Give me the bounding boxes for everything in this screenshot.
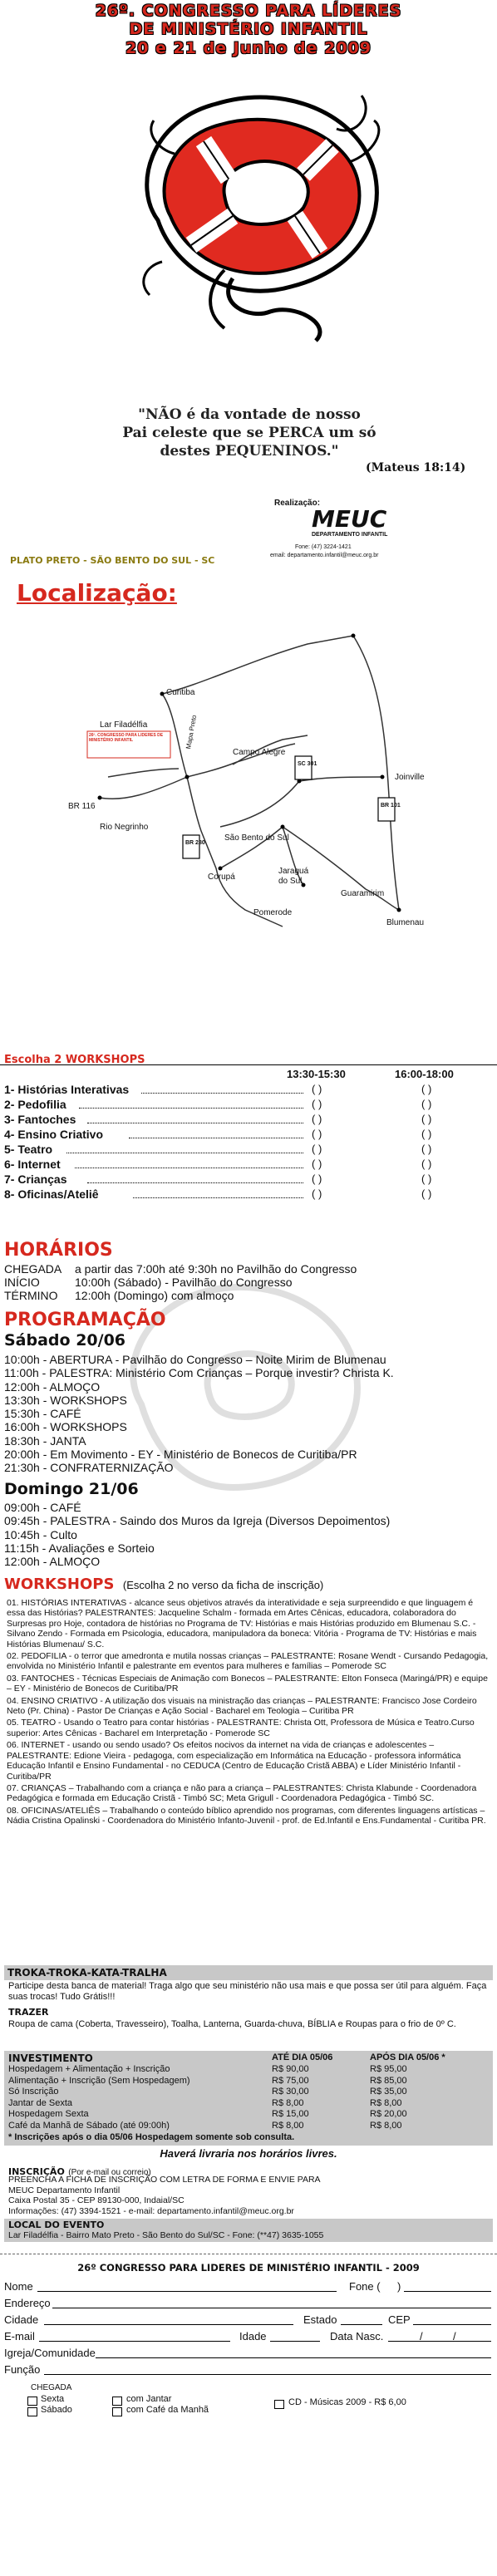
- date-separator: /: [453, 2330, 456, 2342]
- realizacao-phone: Fone: (47) 3224-1421: [295, 544, 352, 550]
- com-cafe-label: com Café da Manhã: [126, 2405, 209, 2415]
- estado-field[interactable]: [341, 2324, 382, 2325]
- slot-1-checkbox[interactable]: ( ): [312, 1128, 322, 1140]
- map-label-blumenau: Blumenau: [386, 918, 425, 927]
- slot-1-checkbox[interactable]: ( ): [312, 1098, 322, 1110]
- divider: [0, 1064, 497, 1065]
- sexta-label: Sexta: [41, 2394, 65, 2404]
- livraria-note: Haverá livraria nos horários livres.: [160, 2147, 337, 2160]
- slot-1-checkbox[interactable]: ( ): [312, 1113, 322, 1125]
- price-row: Jantar de Sexta R$ 8,00 R$ 8,00: [8, 2097, 402, 2108]
- slot-2-checkbox[interactable]: ( ): [421, 1187, 432, 1200]
- horario-row: TÉRMINO 12:00h (Domingo) com almoço: [4, 1289, 234, 1302]
- schedule-item: 13:30h - WORKSHOPS: [4, 1393, 127, 1407]
- estado-label: Estado: [303, 2313, 337, 2326]
- page-title-line2: DE MINISTÉRIO INFANTIL: [129, 20, 368, 38]
- investimento-note: * Inscrições após o dia 05/06 Hospedagem somente sob consulta.: [8, 2132, 295, 2142]
- schedule-item: 20:00h - Em Movimento - EY - Ministério de Bonecos de Curitiba/PR: [4, 1448, 357, 1462]
- fone-label-close: ): [397, 2280, 401, 2293]
- map-label-br116: BR 116: [68, 802, 96, 811]
- slot-1-checkbox[interactable]: ( ): [312, 1158, 322, 1170]
- workshop-choice-row: 3- Fantoches ( ) ( ): [4, 1113, 432, 1126]
- map-label-rio-negrinho: Rio Negrinho: [100, 823, 149, 832]
- map-label-br101: BR 101: [381, 803, 401, 809]
- meuc-logo: MEUC DEPARTAMENTO INFANTIL: [312, 505, 388, 538]
- price-row: Café da Manhã de Sábado (até 09:00h) R$ 8,00 R$ 8,00: [8, 2120, 402, 2131]
- local-box: LOCAL DO EVENTO Lar Filadélfia - Bairro Mato Preto - São Bento do Sul/SC - Fone: (**47) 3635-1055: [4, 2219, 493, 2242]
- funcao-field[interactable]: [44, 2374, 491, 2375]
- workshop-choice-list: [4, 1083, 495, 1202]
- idade-field[interactable]: [270, 2341, 320, 2342]
- cd-label: CD - Músicas 2009 - R$ 6,00: [288, 2397, 406, 2407]
- price-row: Alimentação + Inscrição (Sem Hospedagem) R$ 75,00 R$ 85,00: [8, 2075, 407, 2086]
- workshop-description: 05. TEATRO - Usando o Teatro para contar histórias - PALESTRANTE: Christa Ott, Professora de Música e Teatro.Curso superior: Artes Cênicas - Bacharel em Interpretação - Pomerode SC: [7, 1718, 475, 1738]
- idade-label: Idade: [239, 2330, 267, 2342]
- road-map: [8, 569, 490, 951]
- map-label-corupa: Corupá: [208, 873, 235, 882]
- slot-2-checkbox[interactable]: ( ): [421, 1158, 432, 1170]
- trazer-title: TRAZER: [8, 2007, 49, 2018]
- schedule-item: 18:30h - JANTA: [4, 1433, 86, 1448]
- schedule-item: 10:00h - ABERTURA - Pavilhão do Congresso – Noite Mirim de Blumenau: [4, 1353, 386, 1366]
- horarios-list: [4, 1262, 495, 1302]
- verse-line-2: Pai celeste que se PERCA um só: [122, 425, 376, 441]
- verse-block: [50, 406, 449, 460]
- map-label-joinville: Joinville: [395, 773, 425, 782]
- sabado-label: Sábado: [41, 2405, 72, 2415]
- schedule-item: 16:00h - WORKSHOPS: [4, 1420, 127, 1434]
- igreja-label: Igreja/Comunidade: [4, 2347, 96, 2359]
- trazer-text: Roupa de cama (Coberta, Travesseiro), Toalha, Lanterna, Guarda-chuva, BÍBLIA e Roupas para o frio de 0º C.: [8, 2019, 456, 2029]
- registration-form: [4, 2280, 493, 2571]
- horario-row: CHEGADA a partir das 7:00h até 9:30h no Pavilhão do Congresso: [4, 1262, 357, 1276]
- troka-title-bar: TROKA-TROKA-KATA-TRALHA: [4, 1965, 493, 1980]
- map-label-sao-bento: São Bento do Sul: [224, 833, 289, 843]
- inscricao-heading: INSCRIÇÃO (Por e-mail ou correio): [8, 2166, 151, 2177]
- day2-schedule: [4, 1501, 495, 1568]
- schedule-item: 21:30h - CONFRATERNIZAÇÃO: [4, 1461, 174, 1475]
- verse-reference: (Mateus 18:14): [366, 461, 466, 474]
- verse-line-1: "NÃO é da vontade de nosso: [138, 406, 361, 423]
- schedule-item: 12:00h - ALMOÇO: [4, 1555, 101, 1569]
- form-title: 26º CONGRESSO PARA LIDERES DE MINISTÉRIO INFANTIL - 2009: [77, 2262, 420, 2274]
- cep-label: CEP: [388, 2313, 411, 2326]
- nome-field[interactable]: [37, 2291, 337, 2292]
- schedule-item: 09:00h - CAFÉ: [4, 1501, 81, 1514]
- workshop-description: 06. INTERNET - usando ou sendo usado? Os efeitos nocivos da internet na vida de crianças e adolescentes – PALESTRANTE: Edione Vieira - pedagoga, com especialização em Informática na Educação - professora informática Educação Infantil e Ensino Fundamental - no CEDUCA (Centro de Educação Cristã ABBA) e Líder Ministério Infantil - Curitiba/PR: [7, 1740, 461, 1782]
- fone-label: Fone (: [349, 2280, 381, 2293]
- workshop-description: 03. FANTOCHES - Técnicas Especiais de Animação com Bonecos – PALESTRANTE: Elton Fonseca (Maringá/PR) e equipe – EY - Ministério de Bonecos de Curitiba/PR: [7, 1673, 488, 1694]
- map-panel: [8, 569, 490, 951]
- page-title-date: 20 e 21 de Junho de 2009: [125, 39, 372, 57]
- price-row: Só Inscrição R$ 30,00 R$ 35,00: [8, 2087, 407, 2097]
- schedule-item: 09:45h - PALESTRA - Saindo dos Muros da Igreja (Diversos Depoimentos): [4, 1514, 391, 1528]
- com-cafe-checkbox[interactable]: [112, 2407, 122, 2416]
- sabado-checkbox[interactable]: [27, 2407, 37, 2416]
- realizacao-label: Realização:: [274, 499, 321, 508]
- workshop-description: 02. PEDOFILIA - o terror que amedronta e mutila nossas crianças – PALESTRANTE: Rosane Wendt - Cursando Pedagogia, envolvida no Ministério Infantil e palestrante em eventos para mulheres e famílias – Pomerode SC: [7, 1651, 489, 1672]
- workshop-description: 07. CRIANÇAS – Trabalhando com a criança e não para a criança – PALESTRANTES: Christa Klabunde - Coordenadora Pedagógica e formada em Educação Cristã - Timbó SC; Meta Grigull - Coordenadora Pedagógica - Timbó SC.: [7, 1782, 477, 1804]
- workshop-choice-row: 5- Teatro ( ) ( ): [4, 1143, 432, 1156]
- workshops-descriptions: [7, 1598, 490, 1828]
- cd-checkbox[interactable]: [274, 2400, 284, 2409]
- map-label-jaragua: Jaraguá do Sul: [278, 867, 309, 886]
- email-field[interactable]: [39, 2341, 230, 2342]
- email-label: E-mail: [4, 2330, 35, 2342]
- com-jantar-checkbox[interactable]: [112, 2397, 122, 2406]
- slot-2-checkbox[interactable]: ( ): [421, 1172, 432, 1185]
- workshop-description: 04. ENSINO CRIATIVO - A utilização dos visuais na ministração das crianças – PALESTRANTE: Francisco Jose Cordeiro Neto (Pr. China) - Pastor De Crianças e Ação Social - Bacharel em Teologia – Curitiba PR: [7, 1695, 477, 1717]
- page-title-line1: 26º. CONGRESSO PARA LÍDERES: [95, 2, 402, 20]
- map-label-lar: Lar Filadélfia: [100, 720, 148, 730]
- map-label-curitiba: Curitiba: [166, 688, 195, 697]
- schedule-item: 11:00h - PALESTRA: Ministério Com Crianças – Porque investir? Christa K.: [4, 1366, 394, 1380]
- slot-2-checkbox[interactable]: ( ): [421, 1128, 432, 1140]
- slot-1-header: 13:30-15:30: [287, 1068, 346, 1080]
- price-row: Hospedagem + Alimentação + Inscrição R$ 90,00 R$ 95,00: [8, 2064, 407, 2074]
- cidade-field[interactable]: [44, 2324, 293, 2325]
- schedule-item: 12:00h - ALMOÇO: [4, 1379, 101, 1394]
- workshop-choice-row: 6- Internet ( ) ( ): [4, 1158, 432, 1171]
- sexta-checkbox[interactable]: [27, 2397, 37, 2406]
- location-line: PLATO PRETO - SÃO BENTO DO SUL - SC: [10, 555, 215, 566]
- map-label-br280: BR 280: [185, 840, 205, 846]
- map-label-guaramirim: Guaramirim: [341, 889, 385, 898]
- slot-1-checkbox[interactable]: ( ): [312, 1143, 322, 1155]
- workshop-choice-row: 8- Oficinas/Ateliê ( ) ( ): [4, 1187, 432, 1201]
- verse-line-3: destes PEQUENINOS.": [160, 443, 339, 460]
- realizacao-email: email: departamento.infantil@meuc.org.br: [270, 553, 379, 558]
- schedule-item: 15:30h - CAFÉ: [4, 1407, 81, 1421]
- endereco-label: Endereço: [4, 2297, 51, 2309]
- slot-2-checkbox[interactable]: ( ): [421, 1113, 432, 1125]
- lifebuoy-illustration: [125, 62, 399, 353]
- schedule-item: 11:15h - Avaliações e Sorteio: [4, 1541, 155, 1555]
- workshops-heading: WORKSHOPS (Escolha 2 no verso da ficha de inscrição): [4, 1576, 324, 1593]
- data-nasc-label: Data Nasc.: [330, 2330, 384, 2342]
- workshop-choice-row: 4- Ensino Criativo ( ) ( ): [4, 1128, 432, 1141]
- date-separator: /: [420, 2330, 423, 2342]
- chegada-label: CHEGADA: [31, 2383, 72, 2392]
- map-label-campo-alegre: Campo Alegre: [233, 748, 286, 757]
- day1-schedule: [4, 1353, 495, 1475]
- map-label-pomerode: Pomerode: [253, 908, 293, 917]
- slot-2-checkbox[interactable]: ( ): [421, 1083, 432, 1095]
- schedule-item: 10:45h - Culto: [4, 1527, 77, 1541]
- slot-2-header: 16:00-18:00: [395, 1068, 454, 1080]
- slot-2-checkbox[interactable]: ( ): [421, 1098, 432, 1110]
- slot-1-checkbox[interactable]: ( ): [312, 1187, 322, 1200]
- programacao-title: PROGRAMAÇÃO: [4, 1310, 166, 1330]
- day1-heading: Sábado 20/06: [4, 1331, 126, 1349]
- price-row: Hospedagem Sexta R$ 15,00 R$ 20,00: [8, 2109, 407, 2119]
- workshop-choice-row: 2- Pedofilia ( ) ( ): [4, 1098, 432, 1111]
- map-label-mapa-preto: Mapa Preto: [185, 714, 199, 750]
- horario-row: INÍCIO 10:00h (Sábado) - Pavilhão do Congresso: [4, 1276, 293, 1289]
- cep-field[interactable]: [413, 2324, 491, 2325]
- igreja-field[interactable]: [96, 2357, 491, 2358]
- cidade-label: Cidade: [4, 2313, 39, 2326]
- workshop-choice-row: 7- Crianças ( ) ( ): [4, 1172, 432, 1186]
- slot-1-checkbox[interactable]: ( ): [312, 1172, 322, 1185]
- map-title: Localização:: [17, 579, 177, 607]
- day2-heading: Domingo 21/06: [4, 1480, 139, 1498]
- slot-1-checkbox[interactable]: ( ): [312, 1083, 322, 1095]
- workshop-choice-row: 1- Histórias Interativas ( ) ( ): [4, 1083, 432, 1096]
- workshop-description: 01. HISTÓRIAS INTERATIVAS - alcance seus objetivos através da interatividade e seja surpreendido e que linguagem é essa das Histórias? PALESTRANTES: Jacqueline Schalm - formada em Artes Cênicas, educadora, colaboradora do Surpresas pro Hoje, contadora de histórias no Programa de TV: Histórias e mais Histórias produzido em Blumenau S.C. - Silvano Zendo - Formada em Psicologia, educadora, manipuladora da boneca: Vitória - Programa de TV: Histórias e mais Histórias Blumenau/ S.C.: [7, 1598, 477, 1649]
- funcao-label: Função: [4, 2363, 41, 2376]
- inscricao-lines: PREENCHA A FICHA DE INSCRIÇÃO COM LETRA DE FORMA E ENVIE PARA MEUC Departamento Infantil Caixa Postal 35 - CEP 89130-000, Indaial/SC Informações: (47) 3394-1521 - e-mail: departamento.infantil@meuc.org.br: [8, 2175, 321, 2216]
- investimento-box: INVESTIMENTO ATÉ DIA 05/06 APÓS DIA 05/06 * Hospedagem + Alimentação + Inscrição R$ 90,00 R$ 95,00 Alimentação + Inscrição (Sem Hospedagem) R$ 75,00 R$ 85,00 Só Inscrição R$ 30,00 R$ 35,00 Jantar de Sexta R$ 8,00 R$ 8,00 Hospedagem Sexta R$ 15,00 R$ 20,00 Café da Manhã de Sábado (até 09:00h) R$ 8,00 R$ 8,00 * Inscrições após o dia 05/06 Hospedagem somente sob consulta.: [4, 2051, 493, 2146]
- workshop-description: 08. OFICINAS/ATELIÊS – Trabalhando o conteúdo bíblico aprendido nos programas, com diferentes linguagens artísticas – Nádia Cristina Opalinski - Coordenadora do Ministério Infanto-Juvenil - prof. de Ed.Infantil e Ens.Fundamental - Curitiba PR.: [7, 1805, 486, 1826]
- workshops-choice-title: Escolha 2 WORKSHOPS: [4, 1054, 145, 1066]
- map-label-sc301: SC 301: [298, 761, 317, 767]
- com-jantar-label: com Jantar: [126, 2394, 172, 2404]
- fone-field[interactable]: [404, 2291, 491, 2292]
- slot-2-checkbox[interactable]: ( ): [421, 1143, 432, 1155]
- data-nasc-field[interactable]: [388, 2341, 491, 2342]
- horarios-title: HORÁRIOS: [4, 1240, 113, 1261]
- map-label-lar-sub: 26º. CONGRESSO PARA LIDERES DE MINISTÉRIO INFANTIL: [89, 733, 164, 743]
- troka-text: Participe desta banca de material! Traga algo que seu ministério não usa mais e que possa ser útil para alguém. Faça suas trocas! Tudo Grátis!!!: [8, 1981, 487, 2002]
- nome-label: Nome: [4, 2280, 33, 2293]
